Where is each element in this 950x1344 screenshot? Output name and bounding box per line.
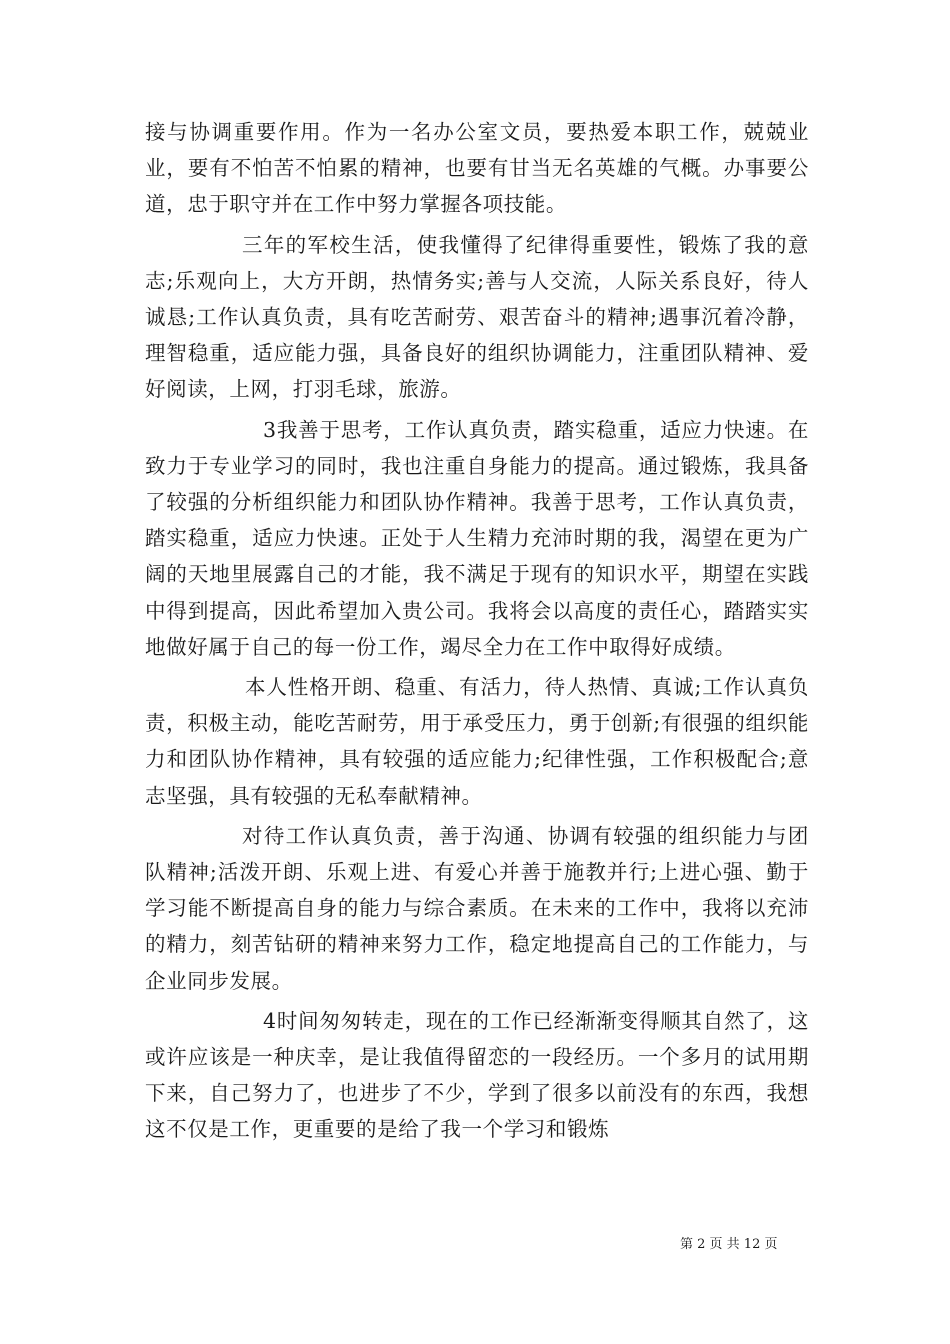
document-body: [145, 114, 809, 1150]
page-number-footer: 第 2 页 共 12 页: [680, 1237, 778, 1252]
paragraph-2: 三年的军校生活，使我懂得了纪律得重要性，锻炼了我的意志;乐观向上，大方开朗，热情务实;善与人交流，人际关系良好，待人诚恳;工作认真负责，具有吃苦耐劳、艰苦奋斗的精神;遇事沉着冷静，理智稳重，适应能力强，具备良好的组织协调能力，注重团队精神、爱好阅读，上网，打羽毛球，旅游。: [145, 232, 809, 402]
paragraph-6: 4时间匆匆转走，现在的工作已经渐渐变得顺其自然了，这或许应该是一种庆幸，是让我值得留恋的一段经历。一个多月的试用期下来，自己努力了，也进步了不少，学到了很多以前没有的东西，我想这不仅是工作，更重要的是给了我一个学习和锻炼: [145, 1008, 809, 1142]
paragraph-5: 对待工作认真负责，善于沟通、协调有较强的组织能力与团队精神;活泼开朗、乐观上进、有爱心并善于施教并行;上进心强、勤于学习能不断提高自身的能力与综合素质。在未来的工作中，我将以充沛的精力，刻苦钻研的精神来努力工作，稳定地提高自己的工作能力，与企业同步发展。: [145, 823, 809, 993]
paragraph-1: 接与协调重要作用。作为一名办公室文员，要热爱本职工作，兢兢业业，要有不怕苦不怕累的精神，也要有甘当无名英雄的气概。办事要公道，忠于职守并在工作中努力掌握各项技能。: [145, 120, 809, 217]
paragraph-3: 3我善于思考，工作认真负责，踏实稳重，适应力快速。在致力于专业学习的同时，我也注重自身能力的提高。通过锻炼，我具备了较强的分析组织能力和团队协作精神。我善于思考，工作认真负责，踏实稳重，适应力快速。正处于人生精力充沛时期的我，渴望在更为广阔的天地里展露自己的才能，我不满足于现有的知识水平，期望在实践中得到提高，因此希望加入贵公司。我将会以高度的责任心，踏踏实实地做好属于自己的每一份工作，竭尽全力在工作中取得好成绩。: [145, 417, 809, 659]
paragraph-4: 本人性格开朗、稳重、有活力，待人热情、真诚;工作认真负责，积极主动，能吃苦耐劳，用于承受压力，勇于创新;有很强的组织能力和团队协作精神，具有较强的适应能力;纪律性强，工作积极配合;意志坚强，具有较强的无私奉献精神。: [145, 675, 809, 808]
